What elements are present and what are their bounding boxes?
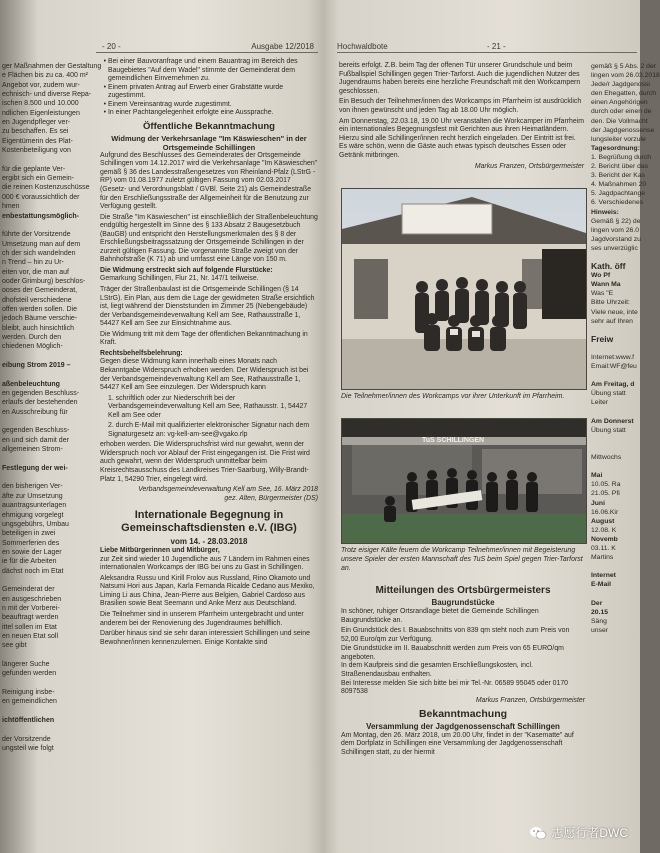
right-fragment-line: Am Freitag, d: [591, 381, 635, 389]
fragment-line: n mit der Vorberei-: [2, 604, 60, 612]
fragment-line: Eigentümerin des Plat-: [2, 137, 73, 145]
legal-tail: erhoben werden. Die Widerspruchsfrist wird nur gewahrt, wenn der Widerspruch noch vor Ablauf der Frist eingegangen ist. Die Frist wird auch gewahrt, wenn der Widerspruch unmittelbar beim Kreisrechtsausschuss des Landkreises Trier-Saarburg, Willy-Brandt-Platz 1, 54290 Trier, eingelegt wird.: [100, 441, 310, 483]
intro-bullet: • Einem Vereinsantrag wurde zugestimmt.: [108, 101, 318, 110]
fragment-line: en Jugendpfleger ver-: [2, 119, 71, 127]
right-fragment-line: der Jagdgenossense: [591, 126, 655, 134]
fragment-line: ehmigung vorgelegt: [2, 511, 64, 519]
fragment-line: [2, 473, 94, 482]
photo-football-fans: [341, 418, 587, 544]
fragment-line: echnisch- und diverse Repa-: [2, 91, 92, 99]
right-fragment-line: [591, 589, 640, 598]
right-fragment-line: 10.05. Ra: [591, 481, 621, 489]
fragment-line: Sommerferien des: [2, 539, 60, 547]
right-fragment-line: unser: [591, 626, 609, 634]
right-fragment-line: lingen vom 26.03.2018: [591, 72, 660, 80]
right-main-column: [339, 62, 584, 173]
right-fragment-line: 4. Maßnahmen 20: [591, 181, 647, 189]
fragment-line: eibung Strom 2019 –: [2, 362, 71, 369]
fragment-line: chiedenen Möglich-: [2, 343, 63, 351]
fragment-line: ischen 8.500 und 10.000: [2, 100, 79, 108]
right-fragment-line: lungsleiter vorzule: [591, 135, 646, 143]
left-fragment-column: [2, 62, 102, 753]
fragment-line: zu beschaffen. Es sei: [2, 128, 69, 136]
fragment-line: erlaufs der bestehenden: [2, 399, 78, 407]
right-fragment-line: Freiw: [591, 333, 614, 344]
left-page-number: - 20 -: [102, 42, 121, 51]
mitt-text2: Ein Grundstück des I. Bauabschnitts von 839 qm steht noch zum Preis von 52,00 Euro/qm zur Verfügung.: [341, 627, 570, 644]
fragment-line: beteiligen in zwei: [2, 530, 56, 538]
intro-bullet: • Bei einer Bauvoranfrage und einem Bauantrag im Bereich des Baugebietes "Auf dem Wadel" stimmte der Gemeinderat dem gemeindlichen Einvernehmen zu.: [108, 58, 318, 84]
right-fragment-line: 1. Begrüßung durch: [591, 153, 652, 161]
right-masthead: Hochwaldbote: [337, 42, 388, 51]
fragment-line: [2, 417, 94, 426]
fragment-line: den bisherigen Ver-: [2, 483, 63, 491]
fragment-line: [2, 454, 94, 463]
right-fragment-line: sehr auf Ihren: [591, 317, 633, 325]
legal-heading: Rechtsbehelfsbelehrung:: [100, 349, 183, 357]
right-fragment-line: Mittwochs: [591, 454, 622, 462]
fragment-line: en und sich damit der: [2, 436, 69, 444]
fragment-line: en gemeindlichen: [2, 698, 57, 706]
mitt-sign: Markus Franzen, Ortsbürgermeister: [475, 697, 585, 705]
right-fragment-line: 12.08. K: [591, 526, 617, 534]
notice1-body: Aufgrund des Beschlusses des Gemeinderates der Ortsgemeinde Schillingen vom 14.12.2017 wird die Verkehrsanlage "Im Käswieschen" gemäß § 36 des Landesstraßengesetzes von Rheinland-Pfalz (LStrG -RP) vom 01.08.1977 zuletzt gültigen Fassung vom 02.03.2017 (Gesetz- und Verordnungsblatt / GVBl. Seite 21) als Gemeindestraße für den Erschließungsstraße der Allgemeinheit für die Benutzung zur Verfügung gestellt.: [100, 151, 318, 211]
bek-text: Am Montag, den 26. März 2018, um 20.00 Uhr, findet in der "Kasematte" auf dem Dorfplatz in Schillingen eine Versammlung der Jagdgenossenschaft Schillingen statt, zu der hiermit: [341, 731, 574, 757]
fragment-line: n Trend – hin zu Ur-: [2, 259, 64, 267]
right-fragment-line: gemäß § 5 Abs. 2 der: [591, 63, 656, 70]
right-lower-column: [341, 582, 585, 760]
mitt-title: Mitteilungen des Ortsbürgermeisters: [375, 585, 551, 596]
col1-sign: Markus Franzen, Ortsbürgermeister: [474, 162, 584, 170]
fragment-line: ungsgebührs, Umbau: [2, 520, 69, 528]
fragment-line: Festlegung der wei-: [2, 464, 68, 472]
fragment-line: see gibt: [2, 642, 27, 650]
right-fragment-line: Säng: [591, 617, 607, 625]
right-fragment-line: [591, 462, 640, 471]
fragment-line: [2, 155, 94, 164]
wechat-icon: [529, 826, 547, 840]
col1-visit: Ein Besuch der Teilnehmer/innen des Workcamps im Pfarrheim ist ausdrücklich von ihnen gewünscht und jeden Tag ab 18.00 Uhr möglich.: [339, 98, 582, 114]
fragment-line: ie für die Arbeiten: [2, 558, 57, 566]
right-fragment-line: 16.06.Kir: [591, 508, 619, 516]
fragment-line: ooder Grimburg) beschlos-: [2, 277, 86, 285]
right-fragment-line: [591, 444, 640, 453]
right-fragment-line: Email:WF@feu: [591, 363, 637, 371]
right-fragment-line: [591, 371, 640, 380]
fragment-line: ungsteil wie folgt: [2, 745, 54, 753]
fragment-line: en neuen Etat soll: [2, 632, 59, 640]
right-fragment-line: August: [591, 517, 615, 525]
right-fragment-line: Jede/r Jagdgenossi: [591, 81, 650, 89]
fragment-line: ger Maßnahmen der Gestaltung: [2, 63, 102, 70]
fragment-line: dhofsteil verschiedene: [2, 296, 72, 304]
intro-bullets: [100, 58, 318, 118]
fragment-line: Gemeinderat der: [2, 586, 55, 594]
left-issue: Ausgabe 12/2018: [251, 42, 314, 51]
right-fragment-line: 5. Jagdpachtange: [591, 190, 646, 198]
fragment-line: offen werden sollen. Die: [2, 305, 77, 313]
fragment-line: [2, 679, 94, 688]
fragment-line: e Flächen bis zu ca. 400 m²: [2, 72, 88, 80]
right-fragment-line: Mai: [591, 472, 603, 480]
right-fragment-line: Viele neue, inte: [591, 308, 638, 316]
fragment-line: beauftragt werden: [2, 614, 59, 622]
right-fragment-line: 20.15: [591, 608, 609, 616]
left-page: [0, 0, 325, 853]
fragment-line: [2, 221, 94, 230]
ibg-greeting: Liebe Mitbürgerinnen und Mitbürger,: [100, 547, 220, 555]
right-fragment-line: [591, 435, 640, 444]
right-fragment-line: ses unverzüglic: [591, 244, 638, 252]
right-fragment-line: 03.11. K: [591, 544, 616, 552]
photo1-caption: Die Teilnehmer/innen des Workcamps vor ihrer Unterkunft im Pfarrheim.: [341, 393, 565, 400]
fragment-line: aßenbeleuchtung: [2, 380, 60, 388]
ibg-tail: Darüber hinaus sind sie sehr daran interessiert Schillingen und seine Bewohner/innen kennenzulernen. Einige Kontakte sind: [100, 630, 310, 646]
bek-title: Bekanntmachung: [418, 707, 508, 720]
legal-text: Gegen diese Widmung kann innerhalb eines Monats nach Bekanntgabe Widerspruch erhoben werden. Der Widerspruch ist bei der Verbandsgemeindeverwaltung Kell am See, Rathausstraße 1, 54427 Kell am See einzulegen. Der Widerspruch kann: [100, 358, 309, 392]
fragment-line: Angebot vor, zudem wur-: [2, 81, 80, 89]
right-fragment-line: Was "E: [591, 290, 614, 298]
carrier-text: Träger der Straßenbaulast ist die Ortsgemeinde Schillingen (§ 14 LStrG). Ein Plan, aus dem die Lage der gewidmeten Straße ersichtlich ist, liegt während der Dienststunden im Zimmer 25 (Nebengebäude) der Verbandsgemeindeverwaltung Kell am See, Rathausstraße 1, 54427 Kell am See zur Einsichtnahme aus.: [100, 286, 315, 328]
fragment-line: [2, 352, 94, 361]
fragment-line: [2, 651, 94, 660]
tus-schillingen-sign: TuS SCHILLINGEN: [422, 437, 485, 444]
right-fragment-line: Wann Ma: [591, 281, 621, 289]
intro-bullet: • Einem privaten Antrag auf Erwerb einer Grabstätte wurde zugestimmt.: [108, 84, 318, 101]
ibg-names: Aleksandra Russu und Kirill Frolov aus Russland, Rino Okamoto und Natsumi Hori aus Japan, Karla Fernanda Ricalde Cedano aus Mexiko, Liming Li aus China, Jean-Pierre aus Belgien, Gabriel Cardoso aus Brasilien sowie Beat Seemann und Anke Merz aus Deutschland.: [100, 574, 315, 608]
col1-top: bereits erfolgt. Z.B. beim Tag der offenen Tür unserer Grundschule und beim Fußballspiel Schillingen gegen Trier-Tarforst. Auch die jugendlichen Nutzer des Jugendraums haben bereits eine herzliche Freundschaft mit den Workcampern geschlossen.: [339, 62, 581, 95]
fragment-line: ittel sollen im Etat: [2, 623, 57, 631]
fragment-line: allgemeinen Strom-: [2, 446, 63, 454]
fragment-line: hmen: [2, 203, 20, 211]
fragment-line: 000 € voraussichtlich der: [2, 193, 80, 201]
fragment-line: Umsetzung man auf dem: [2, 240, 81, 248]
legal-item: 1. schriftlich oder zur Niederschrift bei der Verbandsgemeindeverwaltung Kell am See, Rathausstr. 1, 54427 Kell am See oder: [108, 394, 308, 419]
mitt-sub: Baugrundstücke: [431, 598, 495, 607]
col1-event: Am Donnerstag, 22.03.18, 19.00 Uhr veranstalten die Workcamper im Pfarrheim ein internationales Begegnungsfest mit Gerichten aus ihren Heimatländern. Hierzu sind alle Schillinger/innen recht herzlich eingeladen. Der Eintritt ist frei. Es wäre schön, wenn die Gäste auch etwas typisch deutsches Essen oder Getränk mitbringen.: [339, 117, 584, 159]
fragment-line: auantragsunterlagen: [2, 502, 67, 510]
right-fragment-line: Internet: [591, 572, 616, 580]
fragment-line: jedoch Bäume verschie-: [2, 315, 78, 323]
right-fragment-line: Jagdvorstand zu: [591, 235, 641, 243]
right-fragment-line: Der: [591, 599, 603, 607]
right-fragment-line: den Ehegatten, durch: [591, 90, 656, 98]
right-fragment-line: Internet:www.f: [591, 354, 635, 361]
right-fragment-line: Am Donnerst: [591, 417, 634, 425]
right-fragment-line: [591, 344, 640, 353]
right-fragment-line: durch oder einen de: [591, 108, 652, 116]
ibg-lodging: Die Teilnehmer sind in unserem Pfarrheim untergebracht und unter anderem bei der Renovierung des Jugendraumes behilflich.: [100, 610, 304, 627]
fragment-line: gegenden Beschluss-: [2, 427, 70, 435]
photo-workcamp-group: [341, 188, 587, 390]
fragment-line: ndlichen Eigenleistungen: [2, 109, 80, 117]
notice1-title: Öffentliche Bekanntmachung: [143, 120, 275, 132]
photo2-caption: Trotz eisiger Kälte feuern die Workcamp Teilnehmer/innen mit Begeisterung unsere Spieler der ersten Mannschaft des TuS beim Spiel gegen Trier-Tarforst an.: [341, 547, 583, 572]
ibg-text: zur Zeit sind wieder 10 Jugendliche aus 7 Ländern im Rahmen eines internationalen Workcamps der IBG bei uns zu Gast in Schillingen.: [100, 555, 310, 572]
fragment-line: en ausgeschrieben: [2, 595, 62, 603]
right-page-number: - 21 -: [487, 42, 506, 51]
fragment-line: für die geplante Ver-: [2, 165, 66, 173]
signature-name: gez. Alten, Bürgermeister (DS): [224, 494, 318, 502]
legal-item: 2. durch E-Mail mit qualifizierter elektronischer Signatur nach dem Signaturgesetz an: vg-kell-am-see@vgako.rlp: [108, 422, 310, 438]
right-fragment-line: den. Die Vollmacht: [591, 117, 648, 125]
left-running-head: [96, 42, 318, 53]
fragment-line: der Vorsitzende: [2, 735, 51, 743]
right-fragment-line: E-Mail: [591, 581, 612, 589]
mitt-text5: Bei Interesse melden Sie sich bitte bei mir Tel.-Nr. 06589 95045 oder 0170 8097538: [341, 679, 569, 696]
fragment-line: en Ausschreibung für: [2, 408, 68, 416]
fragment-line: ch der sich wandelnden: [2, 249, 76, 257]
fragment-line: gefunden werden: [2, 670, 57, 678]
fragment-line: eiten vor, die man auf: [2, 268, 69, 276]
right-fragment-line: Tagesordnung:: [591, 144, 640, 152]
fragment-line: ooses der Gemeinderat,: [2, 287, 78, 295]
right-fragment-line: einen Angehörigen: [591, 99, 648, 107]
fragment-line: ergibt sich ein Gemein-: [2, 175, 74, 183]
right-fragment-line: Bitte Uhrzeit:: [591, 299, 630, 307]
scope-heading: Die Widmung erstreckt sich auf folgende Flurstücke:: [100, 266, 273, 274]
right-fragment-line: Leiter: [591, 399, 609, 407]
watermark-text: 志愿行者DWC: [551, 826, 628, 840]
fragment-line: werden. Durch den: [2, 333, 62, 341]
fragment-line: bleibt, auch hinsichtlich: [2, 324, 74, 332]
fragment-line: en sowie der Lager: [2, 548, 62, 556]
right-fragment-line: Juni: [591, 499, 605, 507]
photo-workcamp-group-image: [342, 189, 586, 389]
watermark: [529, 824, 628, 841]
right-fragment-line: Hinweis:: [591, 208, 619, 216]
fragment-line: [2, 370, 94, 379]
fragment-line: Reinigung insbe-: [2, 689, 55, 697]
fragment-line: Kostenbeteiligung von: [2, 147, 71, 155]
scope-text: Gemarkung Schillingen, Flur 21, Nr. 147/1 teilweise.: [100, 275, 259, 283]
right-fragment-column: [591, 62, 660, 635]
right-fragment-line: 3. Bericht der Kas: [591, 172, 646, 180]
fragment-line: enbestattungsmöglich-: [2, 212, 80, 220]
ibg-dates: vom 14. - 28.03.2018: [170, 537, 248, 547]
fragment-line: äfte zur Umsetzung: [2, 492, 63, 500]
ibg-title: Internationale Begegnung in Gemeinschaftsdiensten e.V. (IBG): [121, 509, 297, 535]
right-fragment-line: Übung statt: [591, 426, 626, 434]
fragment-line: [2, 725, 94, 734]
intro-bullet: • In einer Pachtangelegenheit erfolgte eine Aussprache.: [108, 109, 318, 118]
fragment-line: ichtöffentlichen: [2, 717, 55, 725]
fragment-line: [2, 576, 94, 585]
right-fragment-line: 6. Verschiedenes: [591, 199, 644, 207]
right-fragment-line: Kath. öff: [591, 261, 626, 272]
fragment-line: en gegenden Beschluss-: [2, 390, 80, 398]
right-fragment-line: Martins: [591, 554, 614, 562]
mitt-text4: In dem Kaufpreis sind die gesamten Erschließungskosten, incl. Straßenendausbau enthalten.: [341, 662, 533, 678]
right-fragment-line: 2. Bericht über das: [591, 163, 649, 171]
right-fragment-line: Novemb: [591, 535, 618, 543]
right-page: [333, 0, 660, 853]
bek-sub: Versammlung der Jagdgenossenschaft Schillingen: [366, 721, 560, 731]
mitt-text3: Die Grundstücke im II. Bauabschnitt werden zum Preis von 65 EURO/qm angeboten.: [341, 644, 564, 661]
right-fragment-line: 21.05. Pfi: [591, 490, 620, 498]
right-fragment-line: lingen vom 26.0: [591, 226, 639, 234]
effect-text: Die Widmung tritt mit dem Tage der öffentlichen Bekanntmachung in Kraft.: [100, 330, 308, 347]
right-fragment-line: Gemäß § 22) de: [591, 217, 641, 225]
right-fragment-line: [591, 408, 640, 417]
mitt-text: In schöner, ruhiger Ortsrandlage bietet die Gemeinde Schillingen Baugrundstücke an.: [341, 608, 539, 624]
fragment-line: längerer Suche: [2, 661, 50, 668]
notice1-body: Die Straße "Im Käswieschen" ist einschließlich der Straßenbeleuchtung endgültig hergestellt im Sinne des § 133 Absatz 2 Baugesetzbuch (BauGB) und entspricht den Herstellungsmerkmalen des § 8 der Erschließungsbeitragssatzung der Ortsgemeinde Schillingen in der zurzeit gültigen Fassung. Die vorgenannte Straße zweigt von der Bahnhofstraße (K 71) ab und umfasst eine Länge von 150 m.: [100, 213, 318, 264]
right-fragment-line: Wo Pf: [591, 272, 611, 280]
fragment-line: die reinen Kostenzuschüsse: [2, 184, 90, 192]
right-running-head: [337, 42, 637, 53]
right-fragment-line: [591, 562, 640, 571]
right-fragment-line: Übung statt: [591, 390, 626, 398]
signature-place: Verbandsgemeindeverwaltung Kell am See, 16. März 2018: [138, 486, 318, 494]
fragment-line: dächst noch im Etat: [2, 567, 64, 575]
notice1-subtitle: Widmung der Verkehrsanlage "Im Käswieschen" in der Ortsgemeinde Schillingen: [111, 133, 307, 152]
fragment-line: [2, 707, 94, 716]
fragment-line: führte der Vorsitzende: [2, 231, 71, 239]
left-main-column: [100, 58, 318, 649]
